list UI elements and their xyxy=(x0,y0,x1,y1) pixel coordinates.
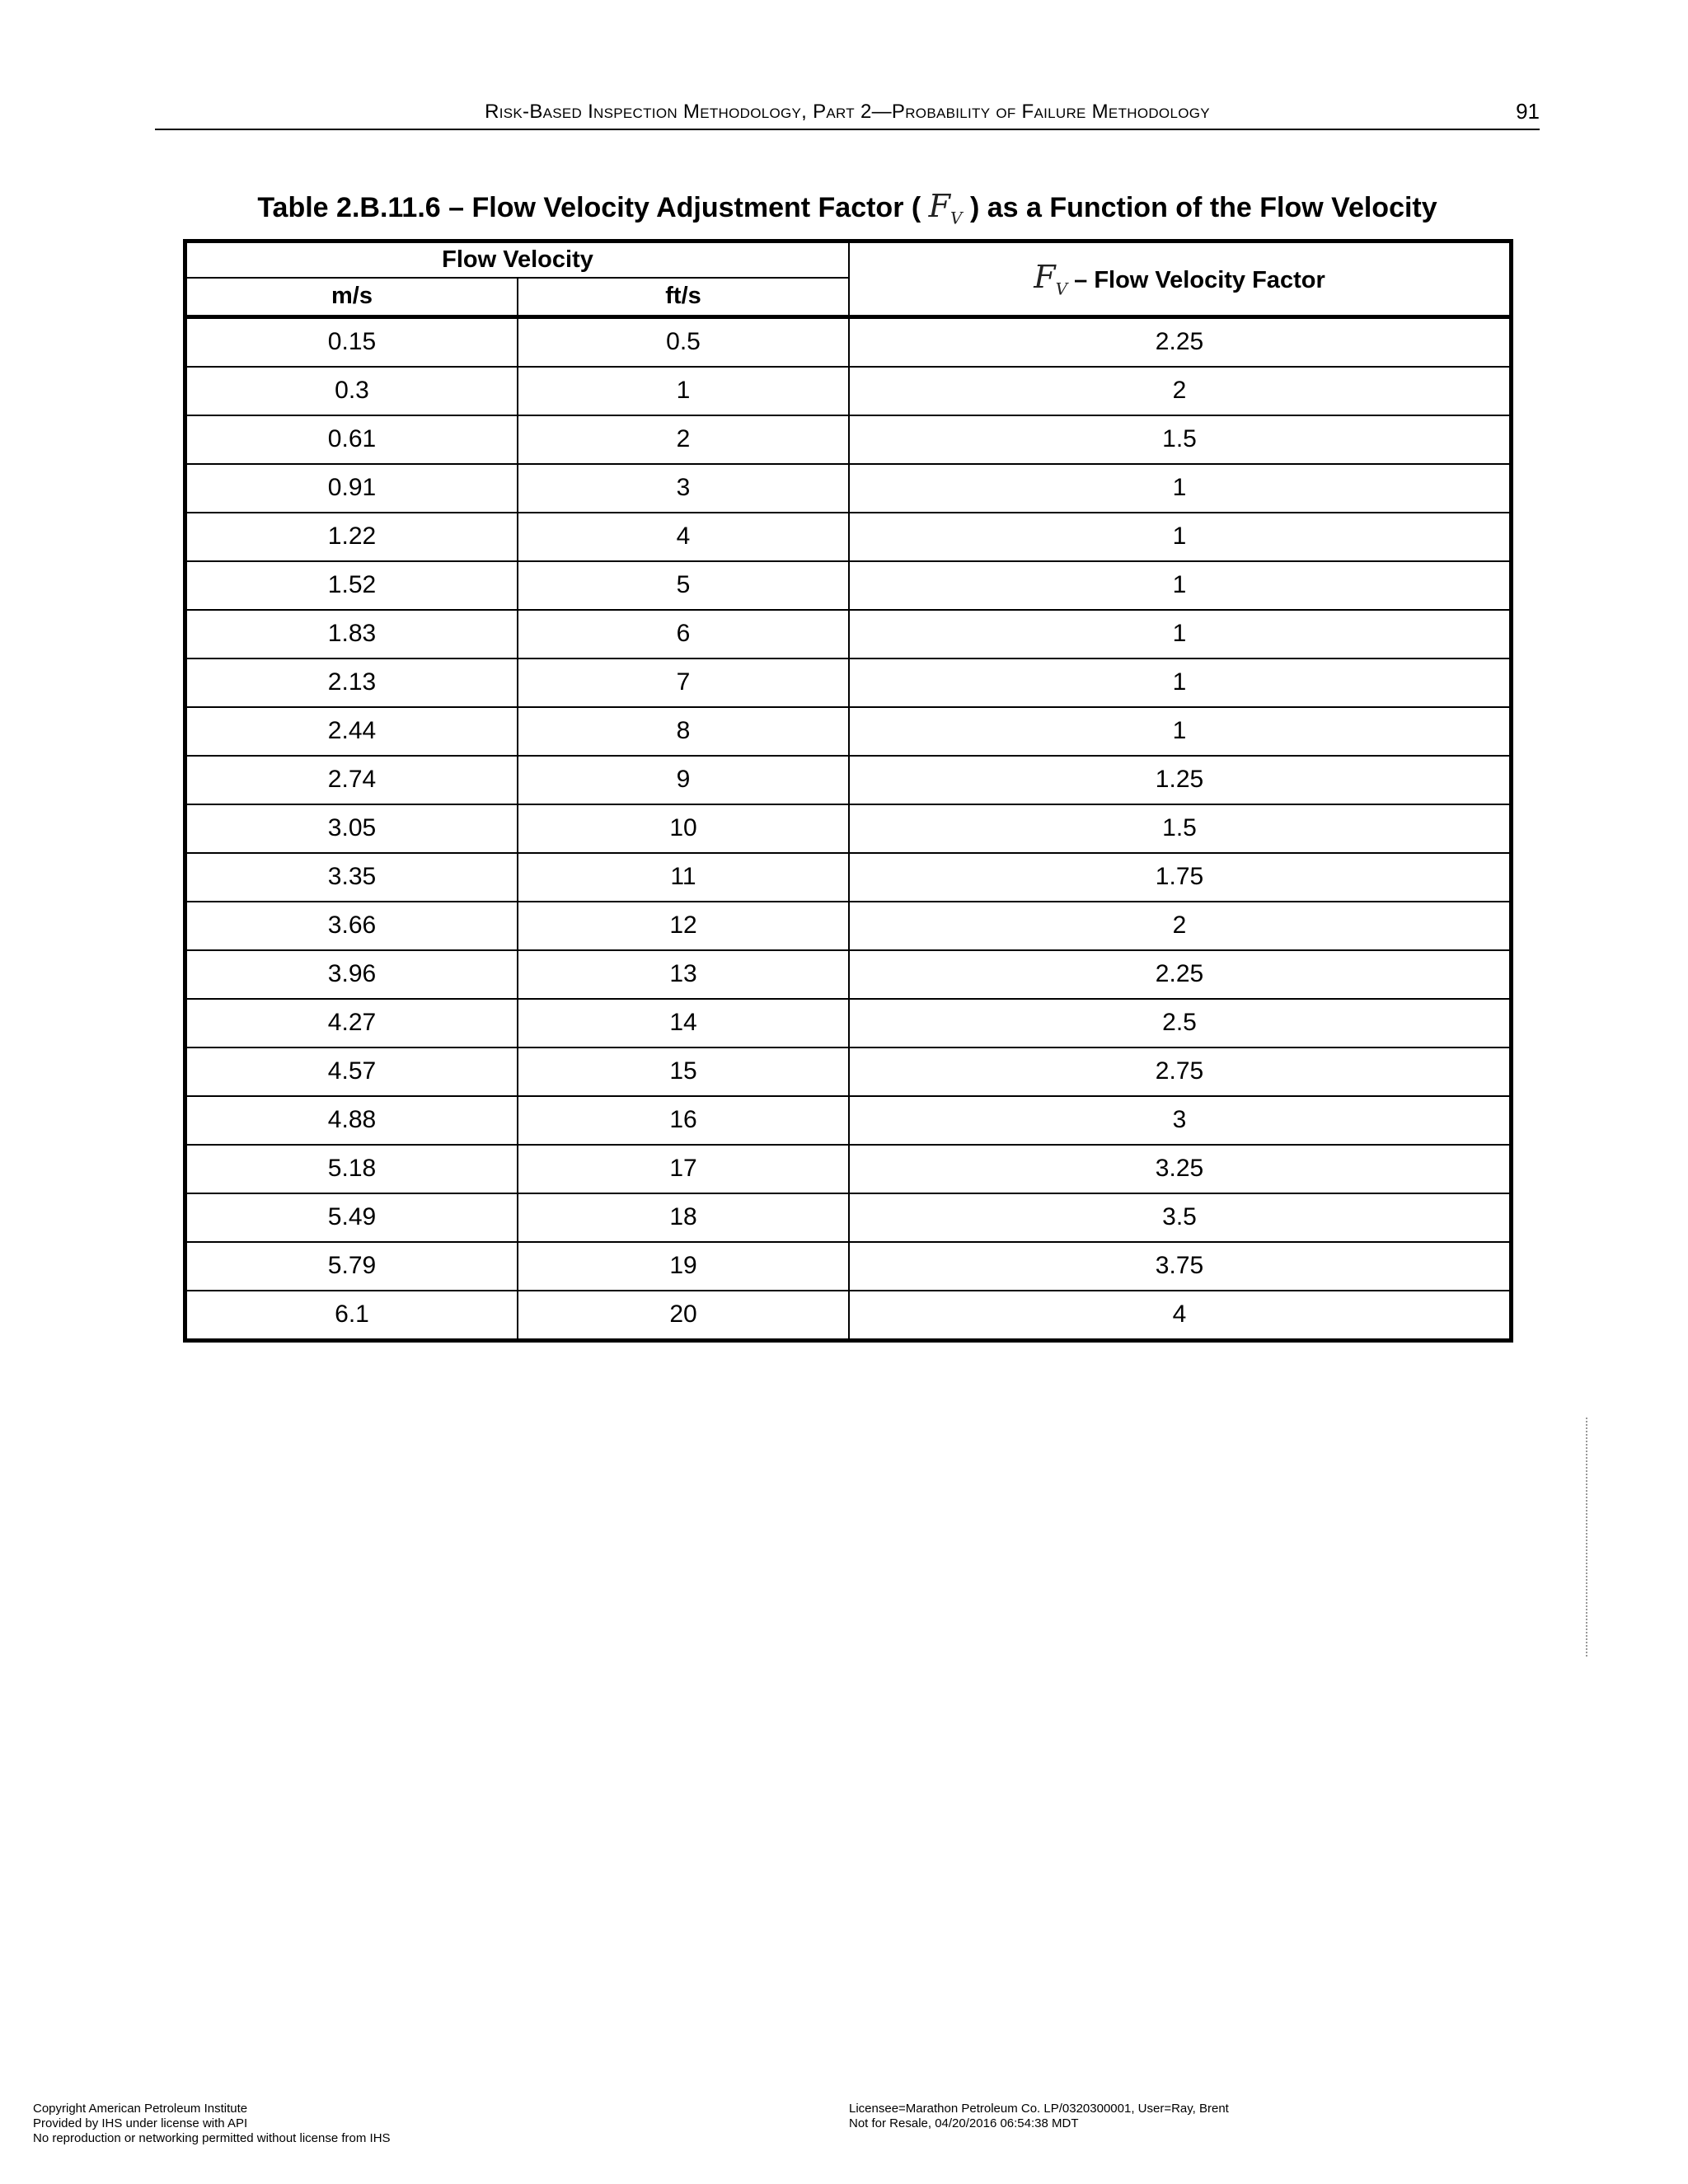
cell-velocity-ms: 0.91 xyxy=(185,464,518,513)
cell-velocity-fts: 8 xyxy=(518,707,849,756)
cell-velocity-ms: 0.61 xyxy=(185,415,518,464)
unit-ms-header: m/s xyxy=(185,278,518,317)
margin-marks xyxy=(1586,1418,1591,1657)
flow-velocity-group-header: Flow Velocity xyxy=(185,241,850,278)
cell-fv-factor: 1.75 xyxy=(849,853,1512,902)
cell-fv-factor: 2.5 xyxy=(849,999,1512,1047)
footer-line: No reproduction or networking permitted without license from IHS xyxy=(33,2131,391,2145)
table-row xyxy=(185,707,1512,756)
cell-fv-factor: 1.5 xyxy=(849,415,1512,464)
cell-velocity-fts: 11 xyxy=(518,853,849,902)
cell-velocity-ms: 1.52 xyxy=(185,561,518,610)
cell-velocity-fts: 10 xyxy=(518,804,849,853)
table-title-prefix: Table 2.B.11.6 – Flow Velocity Adjustment Factor ( xyxy=(257,192,921,223)
footer-copyright xyxy=(33,2102,391,2146)
table-row xyxy=(185,756,1512,804)
cell-fv-factor: 2.25 xyxy=(849,316,1512,367)
cell-velocity-ms: 2.13 xyxy=(185,658,518,707)
table-row xyxy=(185,1193,1512,1242)
cell-velocity-ms: 4.57 xyxy=(185,1047,518,1096)
cell-velocity-ms: 5.49 xyxy=(185,1193,518,1242)
cell-fv-factor: 1 xyxy=(849,464,1512,513)
cell-fv-factor: 1 xyxy=(849,658,1512,707)
footer-license xyxy=(849,2102,1229,2131)
cell-velocity-ms: 3.96 xyxy=(185,950,518,999)
cell-fv-factor: 3.25 xyxy=(849,1145,1512,1193)
cell-velocity-ms: 0.3 xyxy=(185,367,518,415)
cell-velocity-ms: 4.88 xyxy=(185,1096,518,1145)
cell-velocity-ms: 5.79 xyxy=(185,1242,518,1291)
table-row xyxy=(185,367,1512,415)
cell-velocity-ms: 1.83 xyxy=(185,610,518,658)
fv-factor-header-label: – Flow Velocity Factor xyxy=(1074,266,1325,293)
cell-velocity-fts: 9 xyxy=(518,756,849,804)
cell-velocity-ms: 2.44 xyxy=(185,707,518,756)
table-row xyxy=(185,316,1512,367)
flow-velocity-table xyxy=(183,239,1513,1343)
cell-velocity-ms: 2.74 xyxy=(185,756,518,804)
cell-velocity-fts: 1 xyxy=(518,367,849,415)
table-row xyxy=(185,561,1512,610)
cell-velocity-fts: 5 xyxy=(518,561,849,610)
cell-fv-factor: 2.75 xyxy=(849,1047,1512,1096)
table-row xyxy=(185,1047,1512,1096)
cell-fv-factor: 1.25 xyxy=(849,756,1512,804)
cell-fv-factor: 3 xyxy=(849,1096,1512,1145)
table-row xyxy=(185,853,1512,902)
cell-velocity-fts: 18 xyxy=(518,1193,849,1242)
cell-fv-factor: 1.5 xyxy=(849,804,1512,853)
cell-velocity-fts: 16 xyxy=(518,1096,849,1145)
cell-velocity-ms: 5.18 xyxy=(185,1145,518,1193)
cell-velocity-fts: 0.5 xyxy=(518,316,849,367)
cell-fv-factor: 2 xyxy=(849,902,1512,950)
table-title xyxy=(155,188,1540,228)
table-row xyxy=(185,464,1512,513)
cell-velocity-fts: 2 xyxy=(518,415,849,464)
running-title: Risk-Based Inspection Methodology, Part 2—Probability of Failure Methodology xyxy=(485,101,1210,123)
cell-velocity-ms: 3.05 xyxy=(185,804,518,853)
cell-velocity-ms: 4.27 xyxy=(185,999,518,1047)
cell-velocity-ms: 3.66 xyxy=(185,902,518,950)
table-row xyxy=(185,999,1512,1047)
table-row xyxy=(185,1291,1512,1341)
cell-fv-factor: 2 xyxy=(849,367,1512,415)
cell-velocity-fts: 19 xyxy=(518,1242,849,1291)
cell-fv-factor: 1 xyxy=(849,707,1512,756)
footer-line: Licensee=Marathon Petroleum Co. LP/0320300001, User=Ray, Brent xyxy=(849,2102,1229,2116)
cell-fv-factor: 1 xyxy=(849,561,1512,610)
table-title-suffix: ) as a Function of the Flow Velocity xyxy=(969,192,1437,223)
table-row xyxy=(185,1242,1512,1291)
table-row xyxy=(185,1145,1512,1193)
cell-velocity-ms: 3.35 xyxy=(185,853,518,902)
fv-symbol: $F_V$ xyxy=(928,188,963,228)
table-body xyxy=(185,316,1512,1340)
table-row xyxy=(185,1096,1512,1145)
footer-line: Provided by IHS under license with API xyxy=(33,2116,248,2130)
cell-velocity-fts: 4 xyxy=(518,513,849,561)
fv-symbol-header: $F_V$ xyxy=(1034,258,1068,299)
running-header xyxy=(155,97,1540,130)
cell-fv-factor: 1 xyxy=(849,610,1512,658)
table-row xyxy=(185,950,1512,999)
cell-fv-factor: 3.75 xyxy=(849,1242,1512,1291)
table-row xyxy=(185,415,1512,464)
footer-line: Copyright American Petroleum Institute xyxy=(33,2102,248,2116)
cell-fv-factor: 4 xyxy=(849,1291,1512,1341)
fv-factor-header xyxy=(849,241,1512,317)
table-row xyxy=(185,902,1512,950)
cell-velocity-fts: 12 xyxy=(518,902,849,950)
table-row xyxy=(185,658,1512,707)
cell-velocity-fts: 15 xyxy=(518,1047,849,1096)
cell-velocity-ms: 0.15 xyxy=(185,316,518,367)
cell-velocity-fts: 17 xyxy=(518,1145,849,1193)
table-row xyxy=(185,513,1512,561)
cell-velocity-fts: 13 xyxy=(518,950,849,999)
cell-velocity-ms: 6.1 xyxy=(185,1291,518,1341)
cell-fv-factor: 2.25 xyxy=(849,950,1512,999)
page-number: 91 xyxy=(1516,99,1540,124)
cell-velocity-fts: 7 xyxy=(518,658,849,707)
table-row xyxy=(185,804,1512,853)
unit-fts-header: ft/s xyxy=(518,278,849,317)
cell-fv-factor: 3.5 xyxy=(849,1193,1512,1242)
cell-velocity-fts: 6 xyxy=(518,610,849,658)
cell-fv-factor: 1 xyxy=(849,513,1512,561)
cell-velocity-fts: 3 xyxy=(518,464,849,513)
footer-line: Not for Resale, 04/20/2016 06:54:38 MDT xyxy=(849,2116,1079,2130)
table-row xyxy=(185,610,1512,658)
cell-velocity-ms: 1.22 xyxy=(185,513,518,561)
cell-velocity-fts: 20 xyxy=(518,1291,849,1341)
cell-velocity-fts: 14 xyxy=(518,999,849,1047)
